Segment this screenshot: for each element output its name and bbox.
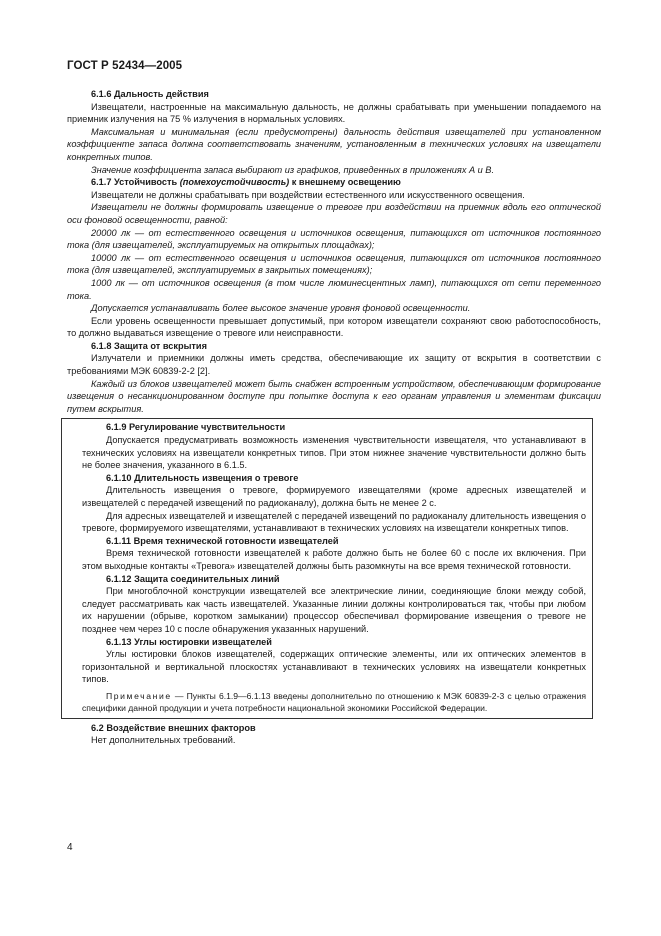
heading-6-1-12: 6.1.12 Защита соединительных линий [106, 573, 280, 584]
paragraph: Если уровень освещенности превышает допустимый, при котором извещатели сохраняют свою работоспособность, то должно выдаваться извещение о тревоге или неисправности. [67, 315, 601, 339]
paragraph: Длительность извещения о тревоге, формируемого извещателями (кроме адресных извещателей и извещателей с передачей извещений по радиоканалу), должна быть не менее 2 с. [82, 485, 586, 508]
heading-6-1-13: 6.1.13 Углы юстировки извещателей [106, 636, 272, 647]
paragraph: Каждый из блоков извещателей может быть снабжен встроенным устройством, обеспечивающим формирование извещения о несанкционированном доступе при попытке доступа к его органам управления и элементам фиксации путем вскрытия. [67, 378, 601, 414]
heading-6-1-11: 6.1.11 Время технической готовности извещателей [106, 535, 339, 546]
heading-6-1-8: 6.1.8 Защита от вскрытия [91, 340, 207, 351]
note-text: — Пункты 6.1.9—6.1.13 введены дополнительно по отношению к МЭК 60839-2-3 с целью отражения специфики данной продукции и учета потребности национальной экономики Российской Федерации. [82, 690, 586, 713]
standard-header: ГОСТ Р 52434—2005 [67, 60, 183, 72]
paragraph: Допускается предусматривать возможность изменения чувствительности извещателя, что устанавливают в технических условиях на извещатели конкретных типов. При этом нижнее значение чувствительности должно быть не более значения, указанного в 6.1.5. [82, 435, 586, 471]
heading-6-1-6: 6.1.6 Дальность действия [91, 89, 209, 99]
heading-italic-text: (помехоустойчивость) [179, 177, 290, 188]
heading-6-2: 6.2 Воздействие внешних факторов [91, 722, 256, 733]
paragraph: Нет дополнительных требований. [91, 735, 236, 746]
paragraph: При многоблочной конструкции извещателей все электрические линии, соединяющие блоки между собой, следует рассматривать как часть извещателей. Указанные линии должны контролироваться так, чтобы при любом их нарушении (обрыве, коротком замыкании) процессор обеспечивал формирование извещения о тревоге не позднее чем через 10 с после обнаружения указанных нарушений. [82, 586, 586, 634]
paragraph: Максимальная и минимальная (если предусмотрены) дальность действия извещателей при установленном коэффициенте запаса должна соответствовать значениям, установленным в технических условиях на извещатели конкретных типов. [67, 126, 601, 162]
paragraph: 10000 лк — от естественного освещения и источников освещения, питающихся от источников постоянного тока (для извещателей, эксплуатируемых в закрытых помещениях); [67, 252, 601, 276]
paragraph: Углы юстировки блоков извещателей, содержащих оптические элементы, или их оптических элементов в горизонтальной и вертикальной плоскостях устанавливают в технических условиях на извещатели конкретных типов. [82, 649, 586, 685]
note [82, 691, 586, 715]
paragraph: 1000 лк — от источников освещения (в том числе люминесцентных ламп), питающихся от сети переменного тока. [67, 277, 601, 301]
heading-6-1-9: 6.1.9 Регулирование чувствительности [106, 422, 286, 433]
paragraph: Извещатели не должны срабатывать при воздействии естественного или искусственного освещения. [91, 189, 525, 200]
paragraph: 20000 лк — от естественного освещения и источников освещения, питающихся от источников постоянного тока (для извещателей, эксплуатируемых на открытых площадках); [67, 227, 601, 251]
paragraph: Извещатели не должны формировать извещение о тревоге при воздействии на приемник вдоль его оптической оси фоновой освещенности, равной: [67, 202, 601, 225]
paragraph: Излучатели и приемники должны иметь средства, обеспечивающие их защиту от вскрытия в соответствии с требованиями МЭК 60839-2-2 [2]. [67, 353, 601, 377]
heading-6-1-10: 6.1.10 Длительность извещения о тревоге [106, 472, 299, 483]
paragraph: Для адресных извещателей и извещателей с передачей извещений по радиоканалу длительность извещения о тревоге, формируемого извещателями, устанавливают в технических условиях на извещатели конкретных типов. [82, 510, 586, 534]
paragraph: Время технической готовности извещателей к работе должно быть не более 60 с после их включения. При этом выходные контакты «Тревога» извещателей должны быть разомкнуты на все время технической готовности. [82, 548, 586, 571]
paragraph: Допускается устанавливать более высокое значение уровня фоновой освещенности. [91, 303, 471, 314]
heading-text: к внешнему освещению [289, 177, 401, 188]
heading-text: 6.1.7 Устойчивость [91, 177, 180, 188]
paragraph: Значение коэффициента запаса выбирают из графиков, приведенных в приложениях А и В. [91, 164, 494, 175]
paragraph: Извещатели, настроенные на максимальную дальность, не должны срабатывать при уменьшении попадаемого на приемник излучения на 75 % излучения в нормальных условиях. [67, 101, 601, 125]
document-body [67, 88, 601, 747]
note-label: Примечание [106, 690, 172, 701]
page-number: 4 [67, 842, 73, 853]
heading-6-1-7 [67, 176, 601, 189]
national-additions-box [61, 418, 593, 718]
